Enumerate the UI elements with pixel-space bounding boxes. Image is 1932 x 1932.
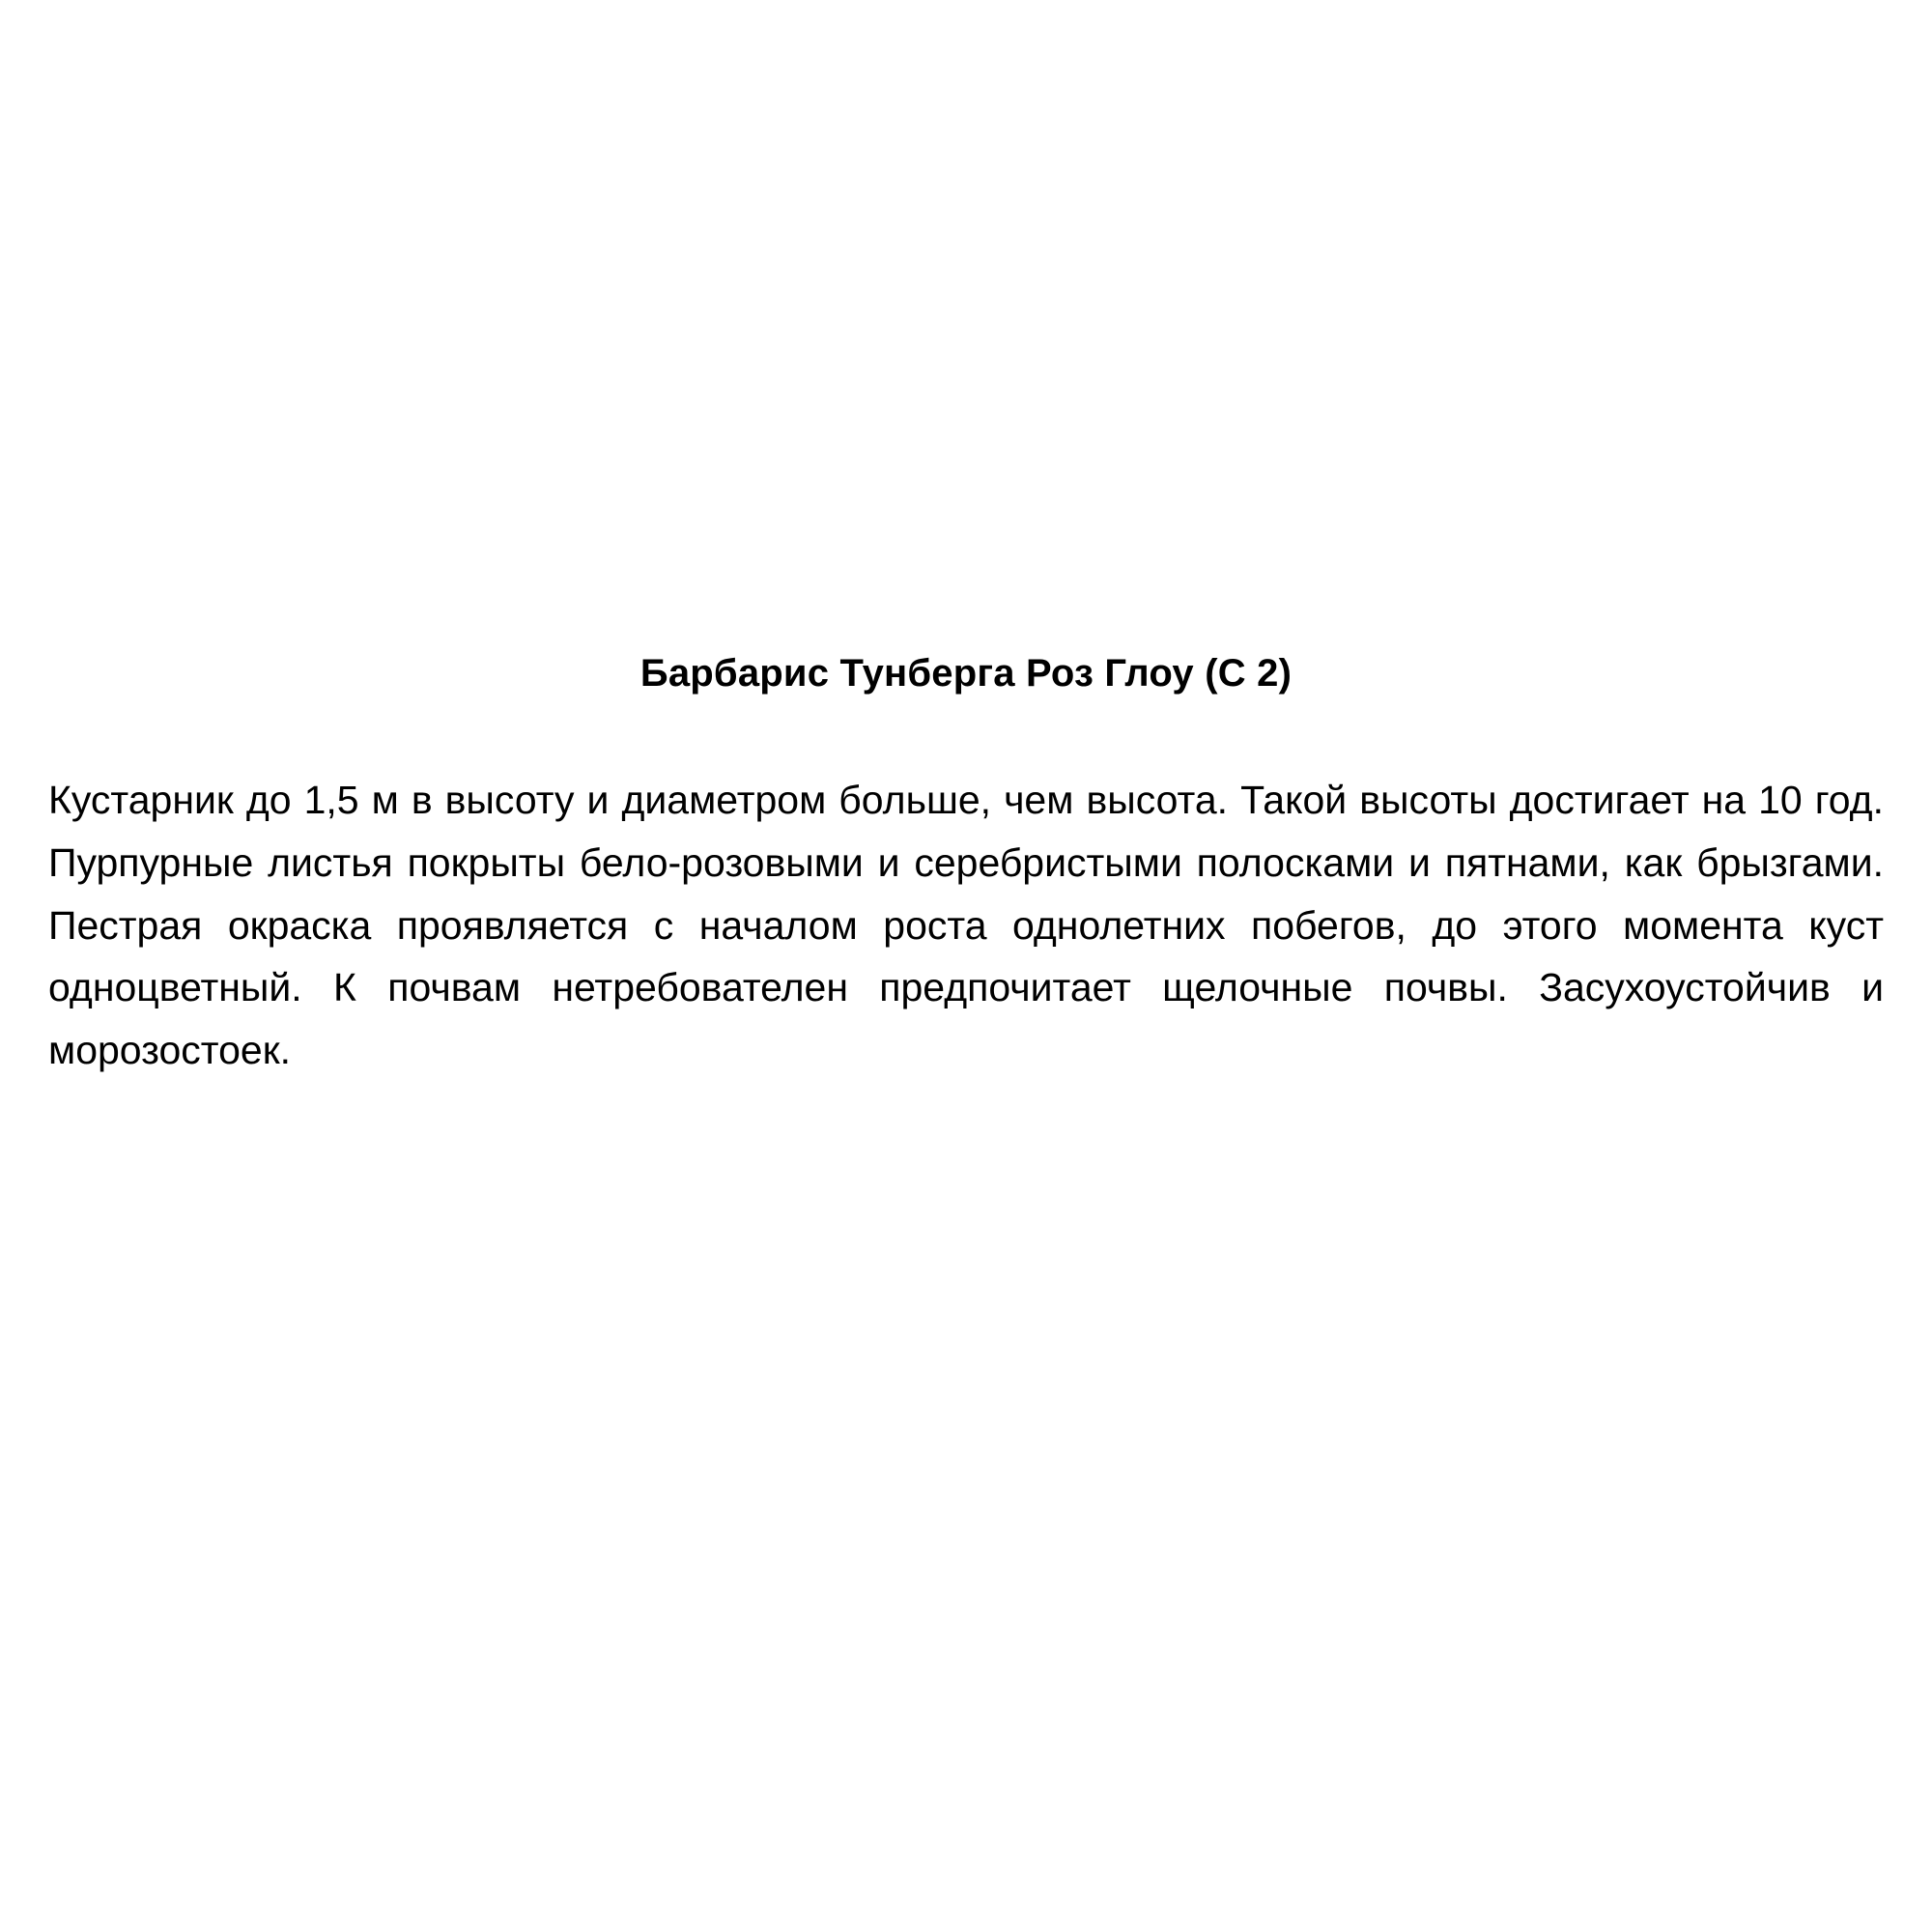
document-paragraph: Кустарник до 1,5 м в высоту и диаметром больше, чем высота. Такой высоты достигает на 10 год. Пурпурные листья покрыты бело-розовыми и серебристыми полосками и пятнами, как брызгами. Пестрая окраска проявляется с началом роста однолетних побегов, до этого момента куст одноцветный. К почвам нетребователен предпочитает щелочные почвы. Засухоустойчив и морозостоек. — [48, 778, 1884, 1073]
page-title: Барбарис Тунберга Роз Глоу (С 2) — [639, 652, 1293, 695]
document-content — [48, 649, 1884, 1082]
